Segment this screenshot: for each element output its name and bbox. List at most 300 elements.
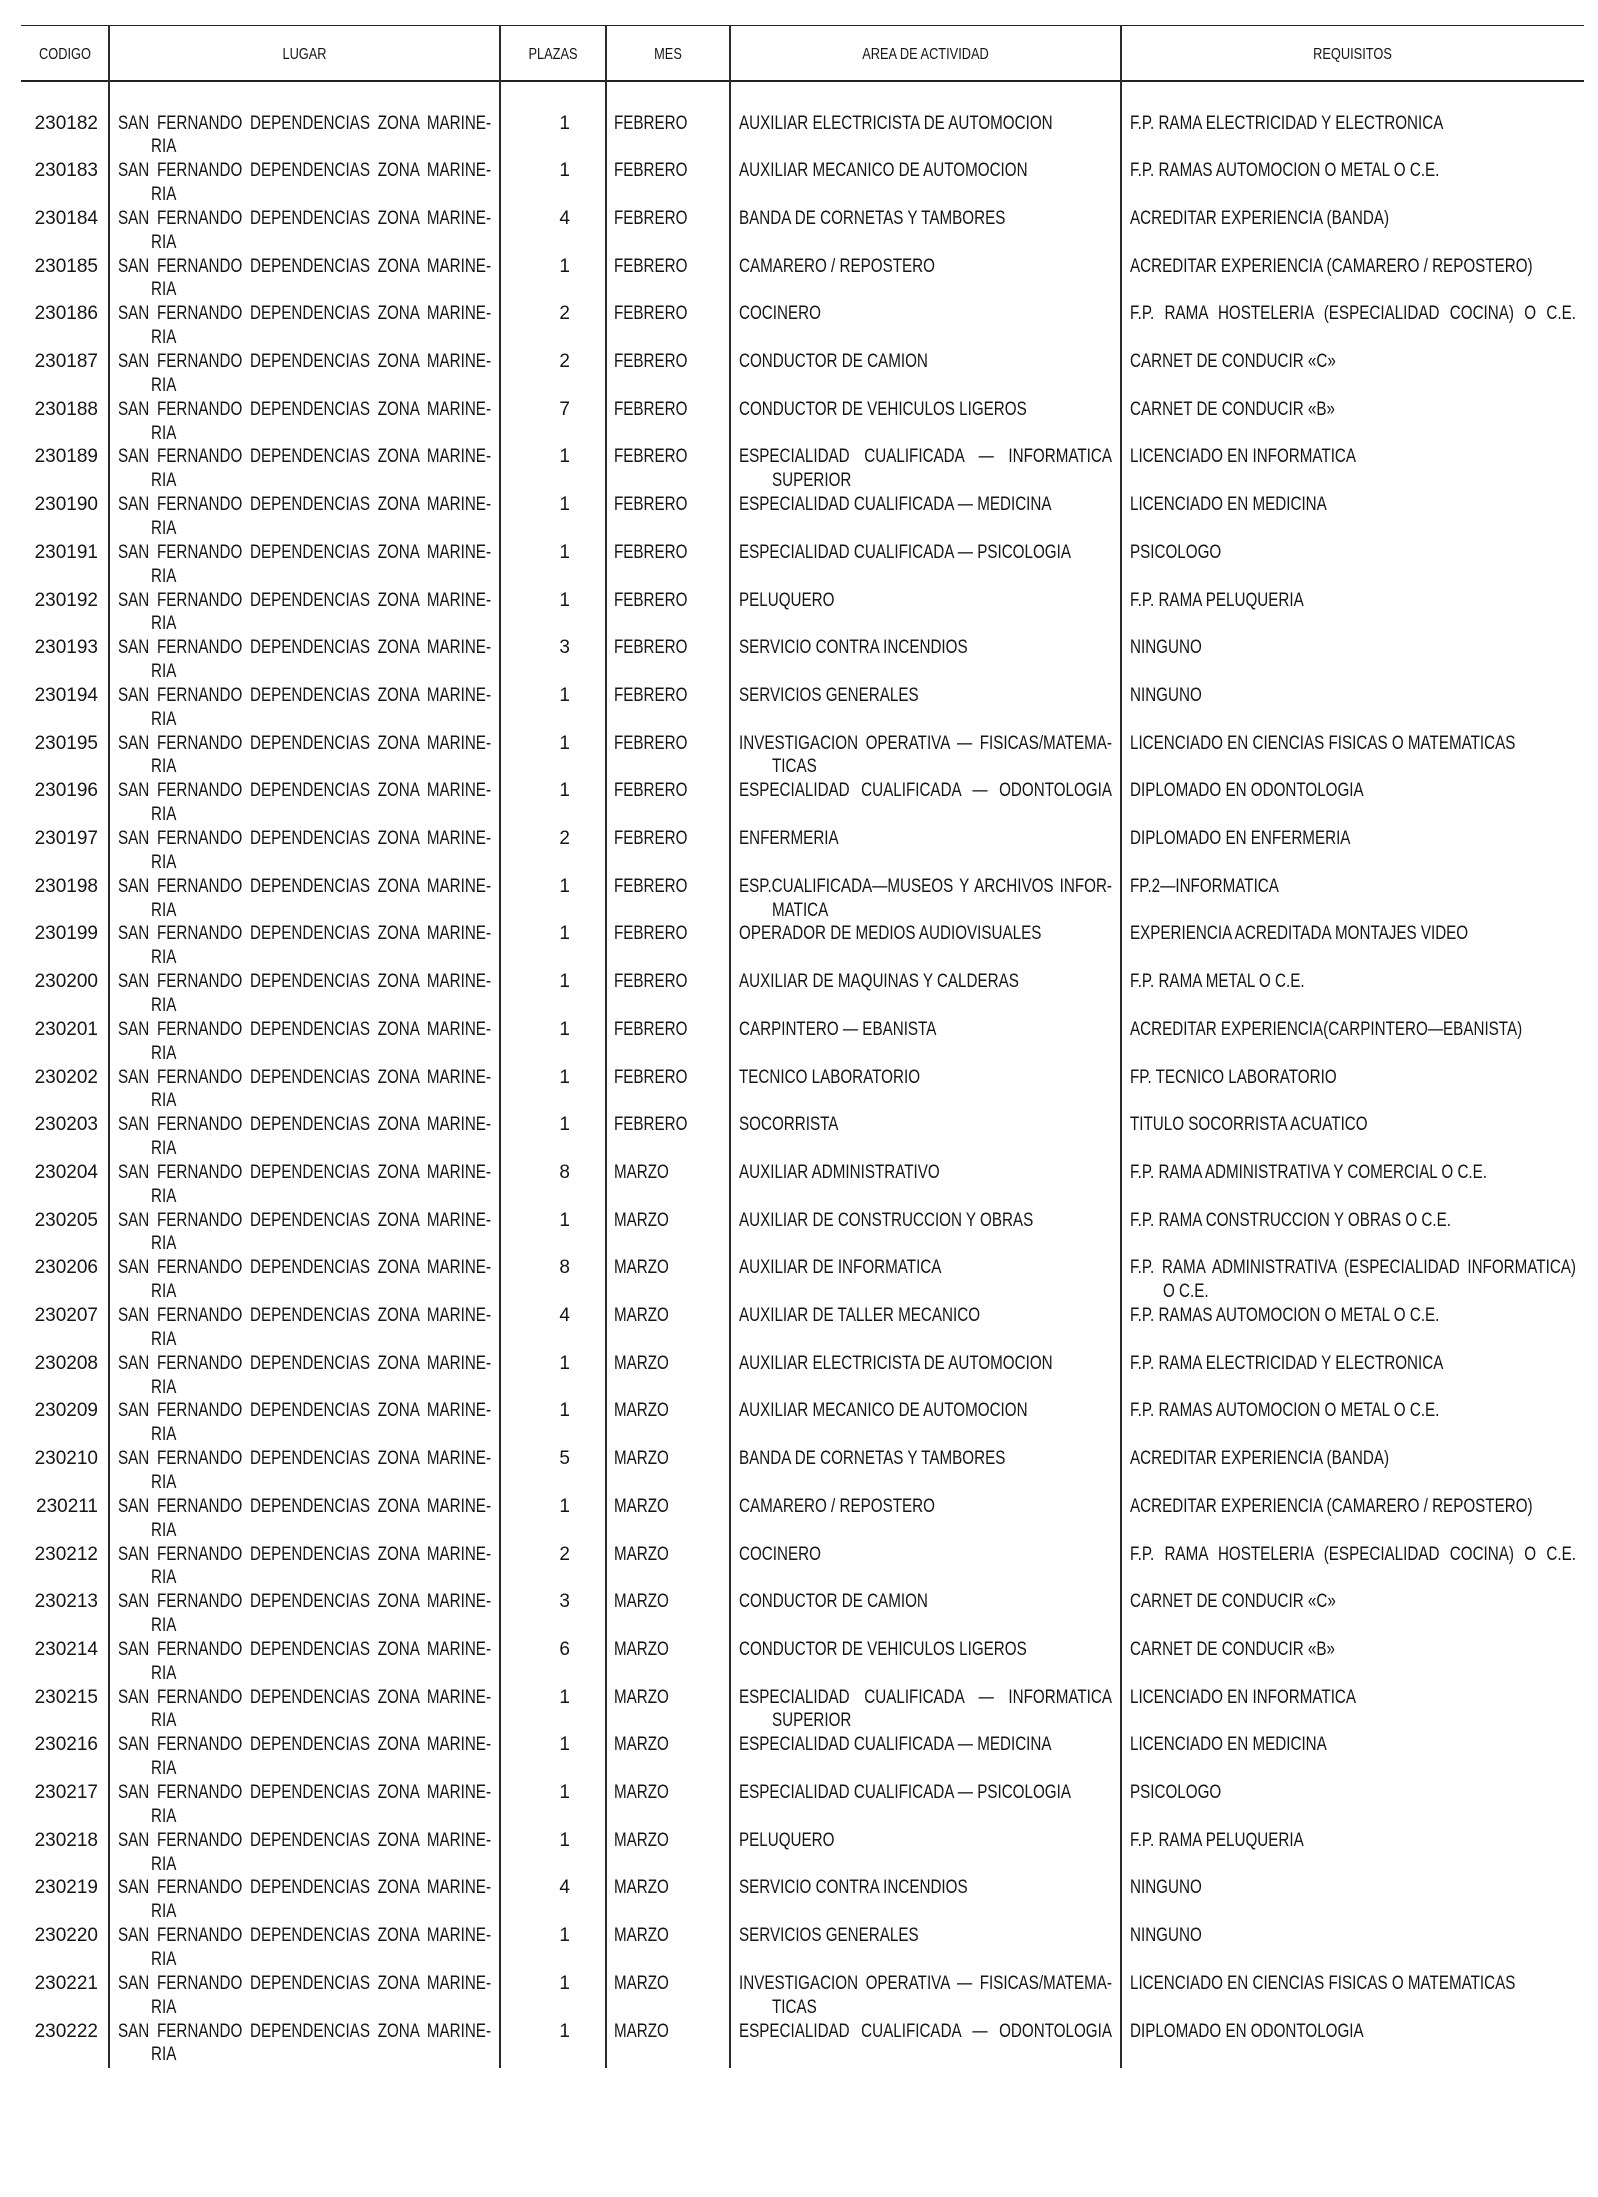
mes-value: FEBRERO [614,255,688,277]
mes-value: FEBRERO [614,160,688,182]
lugar-continuation-line [118,1185,491,1209]
requisitos-text: F.P. RAMA PELUQUERIA [1130,1829,1304,1851]
requisitos-cell [1121,493,1598,541]
lugar-cell [109,493,500,541]
header-lugar [109,43,500,67]
area-cell [730,875,1121,923]
requisitos-line [1130,1543,1576,1567]
lugar-line [118,1066,491,1090]
requisitos-cell [1121,1304,1598,1352]
area-text: OPERADOR DE MEDIOS AUDIOVISUALES [739,923,1042,945]
codigo-cell [21,1113,109,1161]
codigo-value: 230217 [34,1782,98,1803]
area-text: TICAS [772,756,817,778]
requisitos-line [1130,1447,1576,1471]
area-cell [730,541,1121,589]
lugar-text: RIA [151,708,177,730]
lugar-cell [109,2020,500,2068]
codigo-value: 230204 [34,1161,98,1183]
lugar-text: RIA [151,804,177,826]
mes-value: MARZO [614,1686,669,1708]
codigo-cell [21,1495,109,1543]
lugar-cell [109,398,500,446]
area-line [739,1018,1112,1042]
codigo-value: 230221 [34,1972,98,1994]
lugar-continuation-line [118,374,491,398]
plazas-value: 2 [559,828,570,849]
table-top-rule [21,25,1584,27]
mes-value: FEBRERO [614,589,688,611]
lugar-cell [109,1543,500,1591]
mes-cell [606,684,730,732]
lugar-line [118,732,491,756]
plazas-cell [500,398,606,446]
plazas-cell [500,350,606,398]
codigo-value: 230220 [34,1925,98,1947]
table-row [0,1590,1598,1638]
area-line [739,1590,1112,1614]
lugar-line [118,1924,491,1948]
lugar-cell [109,1686,500,1734]
mes-cell [606,1543,730,1591]
requisitos-cell [1121,1972,1598,2020]
mes-cell [606,1638,730,1686]
lugar-text: RIA [151,1758,177,1780]
lugar-text: SAN FERNANDO DEPENDENCIAS ZONA MARINE- [118,1638,491,1660]
requisitos-line [1130,684,1576,708]
table-row [0,1304,1598,1352]
mes-line [614,827,730,851]
lugar-text: RIA [151,327,177,349]
requisitos-text: F.P. RAMA METAL O C.E. [1130,971,1305,993]
lugar-text: RIA [151,1853,177,1875]
codigo-value: 230214 [34,1638,98,1660]
area-line [739,1209,1112,1233]
lugar-continuation-line [118,1089,491,1113]
mes-value: FEBRERO [614,1066,688,1088]
area-cell [730,398,1121,446]
area-cell [730,1447,1121,1495]
table-row [0,970,1598,1018]
codigo-cell [21,779,109,827]
requisitos-continuation-line [1130,1280,1576,1304]
plazas-cell [500,1399,606,1447]
lugar-text: SAN FERNANDO DEPENDENCIAS ZONA MARINE- [118,684,491,706]
codigo-cell [21,1686,109,1734]
codigo-cell [21,1352,109,1400]
lugar-text: SAN FERNANDO DEPENDENCIAS ZONA MARINE- [118,1352,491,1374]
requisitos-text: DIPLOMADO EN ODONTOLOGIA [1130,780,1364,802]
lugar-continuation-line [118,135,491,159]
area-text: AUXILIAR ELECTRICISTA DE AUTOMOCION [739,112,1053,134]
plazas-cell [500,922,606,970]
requisitos-cell [1121,398,1598,446]
requisitos-line [1130,350,1576,374]
requisitos-line [1130,1209,1576,1233]
area-line [739,636,1112,660]
mes-cell [606,207,730,255]
lugar-continuation-line [118,1948,491,1972]
codigo-cell [21,732,109,780]
requisitos-text: LICENCIADO EN CIENCIAS FISICAS O MATEMATICAS [1130,732,1516,754]
codigo-cell [21,350,109,398]
mes-cell [606,589,730,637]
area-cell [730,1829,1121,1877]
plazas-value: 1 [559,1495,570,1517]
table-row [0,827,1598,875]
plazas-cell [500,589,606,637]
lugar-text: RIA [151,279,177,301]
area-line [739,779,1112,803]
mes-value: FEBRERO [614,684,688,706]
header-mes-label: MES [654,46,682,63]
codigo-value: 230199 [34,923,98,945]
requisitos-text: CARNET DE CONDUCIR «C» [1130,351,1336,372]
area-cell [730,255,1121,303]
area-text: ESPECIALIDAD CUALIFICADA — ODONTOLOGIA [739,2020,1112,2042]
plazas-value: 4 [559,207,570,229]
mes-line [614,1638,730,1662]
requisitos-line [1130,732,1576,756]
mes-cell [606,255,730,303]
codigo-value: 230197 [34,828,98,849]
lugar-cell [109,112,500,160]
table-row [0,207,1598,255]
lugar-cell [109,541,500,589]
lugar-line [118,302,491,326]
mes-line [614,1733,730,1757]
lugar-text: RIA [151,1662,177,1684]
lugar-text: RIA [151,517,177,539]
mes-line [614,684,730,708]
lugar-continuation-line [118,1996,491,2020]
codigo-value: 230202 [34,1066,98,1088]
plazas-cell [500,779,606,827]
codigo-value: 230187 [34,351,98,372]
plazas-value: 1 [559,1352,570,1374]
mes-value: FEBRERO [614,1018,688,1040]
lugar-cell [109,350,500,398]
lugar-text: RIA [151,661,177,683]
codigo-cell [21,302,109,350]
table-row [0,684,1598,732]
area-text: AUXILIAR DE MAQUINAS Y CALDERAS [739,971,1019,993]
lugar-text: SAN FERNANDO DEPENDENCIAS ZONA MARINE- [118,1305,491,1326]
lugar-text: SAN FERNANDO DEPENDENCIAS ZONA MARINE- [118,1591,491,1613]
lugar-continuation-line [118,1662,491,1686]
area-continuation-line [739,1709,1112,1733]
area-line [739,922,1112,946]
codigo-value: 230206 [34,1257,98,1279]
lugar-text: RIA [151,136,177,158]
mes-cell [606,493,730,541]
lugar-line [118,1161,491,1185]
mes-cell [606,1018,730,1066]
codigo-value: 230198 [34,875,98,897]
area-line [739,1161,1112,1185]
requisitos-line [1130,255,1576,279]
lugar-text: SAN FERNANDO DEPENDENCIAS ZONA MARINE- [118,1495,491,1517]
plazas-value: 7 [559,398,570,420]
requisitos-text: CARNET DE CONDUCIR «C» [1130,1591,1336,1613]
area-line [739,1495,1112,1519]
codigo-cell [21,1066,109,1114]
codigo-cell [21,1924,109,1972]
lugar-text: SAN FERNANDO DEPENDENCIAS ZONA MARINE- [118,1400,491,1422]
codigo-cell [21,493,109,541]
table-row [0,1495,1598,1543]
area-text: AUXILIAR ELECTRICISTA DE AUTOMOCION [739,1352,1053,1374]
requisitos-line [1130,159,1576,183]
mes-cell [606,1352,730,1400]
lugar-text: SAN FERNANDO DEPENDENCIAS ZONA MARINE- [118,732,491,754]
mes-line [614,207,730,231]
area-line [739,875,1112,899]
lugar-text: RIA [151,1376,177,1398]
lugar-cell [109,302,500,350]
requisitos-text: ACREDITAR EXPERIENCIA(CARPINTERO—EBANISTA) [1130,1018,1523,1040]
area-text: COCINERO [739,1543,821,1565]
lugar-text: SAN FERNANDO DEPENDENCIAS ZONA MARINE- [118,1257,491,1279]
area-cell [730,302,1121,350]
mes-cell [606,1256,730,1304]
table-row [0,1447,1598,1495]
lugar-line [118,1876,491,1900]
lugar-cell [109,1638,500,1686]
lugar-continuation-line [118,469,491,493]
requisitos-line [1130,1018,1576,1042]
lugar-text: RIA [151,1424,177,1446]
area-text: SERVICIOS GENERALES [739,684,919,706]
requisitos-cell [1121,541,1598,589]
requisitos-line [1130,589,1576,613]
table-row [0,636,1598,684]
requisitos-text: ACREDITAR EXPERIENCIA (CAMARERO / REPOSTERO) [1130,1495,1533,1517]
table-row [0,112,1598,160]
plazas-cell [500,1638,606,1686]
codigo-value: 230195 [34,732,98,754]
area-cell [730,1733,1121,1781]
mes-line [614,1018,730,1042]
requisitos-line [1130,1876,1576,1900]
mes-line [614,1876,730,1900]
mes-cell [606,159,730,207]
lugar-continuation-line [118,1709,491,1733]
lugar-line [118,1018,491,1042]
codigo-value: 230188 [34,398,98,420]
plazas-value: 1 [559,923,570,945]
lugar-line [118,159,491,183]
lugar-cell [109,1733,500,1781]
codigo-value: 230196 [34,780,98,802]
lugar-line [118,589,491,613]
area-line [739,207,1112,231]
plazas-value: 1 [559,1972,570,1994]
table-row [0,589,1598,637]
plazas-cell [500,732,606,780]
requisitos-line [1130,827,1576,851]
plazas-value: 1 [559,1829,570,1851]
lugar-text: SAN FERNANDO DEPENDENCIAS ZONA MARINE- [118,1877,491,1899]
lugar-text: SAN FERNANDO DEPENDENCIAS ZONA MARINE- [118,2020,491,2042]
requisitos-line [1130,1399,1576,1423]
lugar-cell [109,159,500,207]
codigo-value: 230184 [34,207,98,229]
plazas-cell [500,875,606,923]
area-text: AUXILIAR DE TALLER MECANICO [739,1305,981,1326]
lugar-line [118,207,491,231]
mes-cell [606,1829,730,1877]
lugar-continuation-line [118,1853,491,1877]
lugar-cell [109,922,500,970]
mes-line [614,1495,730,1519]
mes-line [614,255,730,279]
requisitos-text: F.P. RAMA CONSTRUCCION Y OBRAS O C.E. [1130,1209,1451,1231]
area-line [739,1543,1112,1567]
plazas-value: 3 [559,637,570,659]
area-line [739,1924,1112,1948]
lugar-line [118,1829,491,1853]
lugar-text: RIA [151,1948,177,1970]
lugar-line [118,636,491,660]
area-text: TECNICO LABORATORIO [739,1066,921,1088]
lugar-cell [109,1972,500,2020]
lugar-line [118,875,491,899]
requisitos-cell [1121,1066,1598,1114]
area-line [739,1304,1112,1328]
mes-cell [606,875,730,923]
plazas-value: 1 [559,1925,570,1947]
lugar-cell [109,1304,500,1352]
mes-value: MARZO [614,1257,669,1279]
mes-value: MARZO [614,1877,669,1899]
plazas-value: 4 [559,1877,570,1899]
codigo-cell [21,1781,109,1829]
codigo-cell [21,827,109,875]
plazas-value: 2 [559,303,570,325]
lugar-text: RIA [151,851,177,873]
mes-value: MARZO [614,1543,669,1565]
plazas-value: 1 [559,160,570,182]
lugar-text: RIA [151,1281,177,1303]
lugar-line [118,541,491,565]
plazas-cell [500,1352,606,1400]
lugar-cell [109,207,500,255]
requisitos-cell [1121,732,1598,780]
plazas-cell [500,445,606,493]
area-cell [730,1304,1121,1352]
lugar-text: SAN FERNANDO DEPENDENCIAS ZONA MARINE- [118,1066,491,1088]
codigo-value: 230201 [34,1018,98,1040]
lugar-continuation-line [118,708,491,732]
requisitos-line [1130,207,1576,231]
lugar-cell [109,445,500,493]
mes-line [614,112,730,136]
lugar-text: SAN FERNANDO DEPENDENCIAS ZONA MARINE- [118,351,491,372]
lugar-line [118,1256,491,1280]
mes-value: FEBRERO [614,446,688,468]
area-cell [730,970,1121,1018]
lugar-text: RIA [151,2044,177,2066]
lugar-text: RIA [151,1471,177,1493]
mes-line [614,1256,730,1280]
lugar-line [118,445,491,469]
table-row [0,732,1598,780]
lugar-text: SAN FERNANDO DEPENDENCIAS ZONA MARINE- [118,923,491,945]
area-cell [730,1066,1121,1114]
mes-line [614,1161,730,1185]
lugar-cell [109,779,500,827]
requisitos-cell [1121,1638,1598,1686]
mes-line [614,1972,730,1996]
requisitos-cell [1121,1209,1598,1257]
mes-value: FEBRERO [614,1114,688,1136]
mes-value: FEBRERO [614,828,688,849]
lugar-text: RIA [151,613,177,635]
requisitos-line [1130,922,1576,946]
area-cell [730,1638,1121,1686]
lugar-line [118,1447,491,1471]
requisitos-cell [1121,1829,1598,1877]
area-text: PELUQUERO [739,1829,835,1851]
requisitos-cell [1121,1256,1598,1304]
mes-line [614,1543,730,1567]
plazas-cell [500,493,606,541]
plazas-cell [500,1113,606,1161]
area-line [739,398,1112,422]
plazas-value: 1 [559,2020,570,2042]
requisitos-text: F.P. RAMA ELECTRICIDAD Y ELECTRONICA [1130,1352,1444,1374]
requisitos-text: CARNET DE CONDUCIR «B» [1130,1638,1335,1660]
area-cell [730,1876,1121,1924]
mes-value: MARZO [614,1305,669,1326]
area-text: SERVICIO CONTRA INCENDIOS [739,637,968,659]
area-text: AUXILIAR ADMINISTRATIVO [739,1161,940,1183]
mes-value: FEBRERO [614,112,688,134]
table-row [0,541,1598,589]
plazas-value: 1 [559,255,570,277]
area-text: AUXILIAR MECANICO DE AUTOMOCION [739,1400,1028,1422]
area-line [739,2020,1112,2044]
plazas-cell [500,1924,606,1972]
codigo-value: 230194 [34,684,98,706]
requisitos-text: ACREDITAR EXPERIENCIA (BANDA) [1130,1448,1390,1470]
area-line [739,1113,1112,1137]
requisitos-cell [1121,1733,1598,1781]
lugar-cell [109,1495,500,1543]
lugar-line [118,684,491,708]
area-continuation-line [739,899,1112,923]
codigo-value: 230200 [34,971,98,993]
codigo-cell [21,112,109,160]
requisitos-text: F.P. RAMA ADMINISTRATIVA (ESPECIALIDAD INFORMATICA) [1130,1257,1576,1279]
mes-line [614,2020,730,2044]
mes-cell [606,1733,730,1781]
requisitos-line [1130,1066,1576,1090]
area-line [739,1399,1112,1423]
plazas-value: 8 [559,1257,570,1279]
codigo-cell [21,970,109,1018]
requisitos-cell [1121,875,1598,923]
area-line [739,1733,1112,1757]
codigo-value: 230213 [34,1591,98,1613]
area-continuation-line [739,469,1112,493]
area-cell [730,827,1121,875]
codigo-cell [21,1018,109,1066]
lugar-cell [109,1018,500,1066]
lugar-line [118,922,491,946]
requisitos-text: DIPLOMADO EN ODONTOLOGIA [1130,2020,1364,2042]
